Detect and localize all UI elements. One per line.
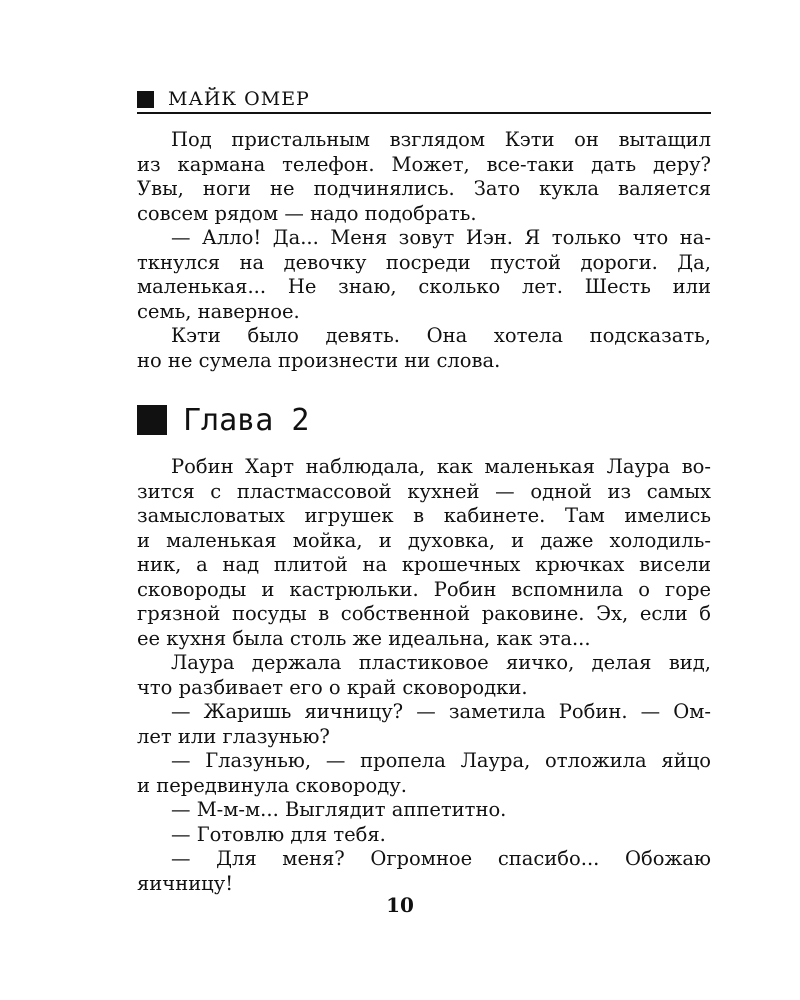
text-line: Лаура держала пластиковое яичко, делая вид,: [171, 651, 711, 674]
author-name: МАЙК ОМЕР: [168, 88, 310, 110]
text-line: ник, а над плитой на крошечных крючках висели: [137, 553, 711, 576]
paragraph: [137, 455, 711, 651]
text-line: Кэти было девять. Она хотела подсказать,: [171, 324, 711, 347]
text-line: зится с пластмассовой кухней — одной из самых: [137, 479, 711, 503]
chapter-heading: [137, 398, 309, 442]
text-line: — Готовлю для тебя.: [171, 822, 386, 846]
page-number: 10: [386, 893, 414, 917]
text-line: Увы, ноги не подчинялись. Зато кукла валяется: [137, 177, 711, 200]
text-line: — Глазунью, — пропела Лаура, отложила яйцо: [171, 749, 711, 772]
paragraph: [137, 651, 711, 700]
text-line: грязной посуды в собственной раковине. Эх, если б: [137, 602, 711, 625]
running-head-square-marker: [137, 91, 154, 108]
chapter-square-marker: [137, 405, 167, 435]
running-head: [137, 86, 711, 114]
section-1-text: [137, 128, 711, 373]
text-line: совсем рядом — надо подобрать.: [137, 201, 477, 225]
text-line: сковороды и кастрюльки. Робин вспомнила о горе: [137, 577, 711, 601]
text-line: Робин Харт наблюдала, как маленькая Лаура во-: [171, 455, 711, 478]
text-line: ткнулся на девочку посреди пустой дороги. Да,: [137, 250, 711, 274]
text-line: семь, наверное.: [137, 299, 300, 323]
paragraph: [137, 324, 711, 373]
paragraph: [137, 798, 711, 823]
text-line: яичницу!: [137, 871, 234, 895]
paragraph: [137, 749, 711, 798]
text-line: — М-м-м... Выглядит аппетитно.: [171, 798, 507, 821]
text-line: из кармана телефон. Может, все-таки дать деру?: [137, 152, 711, 176]
section-2-text: [137, 455, 711, 896]
text-line: что разбивает его о край сковородки.: [137, 675, 528, 699]
paragraph: [137, 823, 711, 848]
text-line: замысловатых игрушек в кабинете. Там имелись: [137, 504, 711, 527]
paragraph: [137, 847, 711, 896]
text-line: лет или глазунью?: [137, 724, 330, 748]
text-line: но не сумела произнести ни слова.: [137, 348, 501, 372]
paragraph: [137, 226, 711, 324]
text-line: — Жаришь яичницу? — заметила Робин. — Ом-: [171, 700, 711, 723]
text-line: — Для меня? Огромное спасибо... Обожаю: [171, 847, 711, 870]
text-line: ее кухня была столь же идеальна, как эта...: [137, 626, 591, 650]
paragraph: [137, 128, 711, 226]
text-line: Под пристальным взглядом Кэти он вытащил: [171, 128, 711, 151]
text-line: и передвинула сковороду.: [137, 773, 407, 797]
text-line: маленькая... Не знаю, сколько лет. Шесть или: [137, 275, 711, 298]
chapter-title: Глава 2: [183, 402, 310, 438]
text-line: и маленькая мойка, и духовка, и даже холодиль-: [137, 528, 711, 552]
text-line: — Алло! Да... Меня зовут Иэн. Я только что на-: [171, 226, 711, 249]
paragraph: [137, 700, 711, 749]
